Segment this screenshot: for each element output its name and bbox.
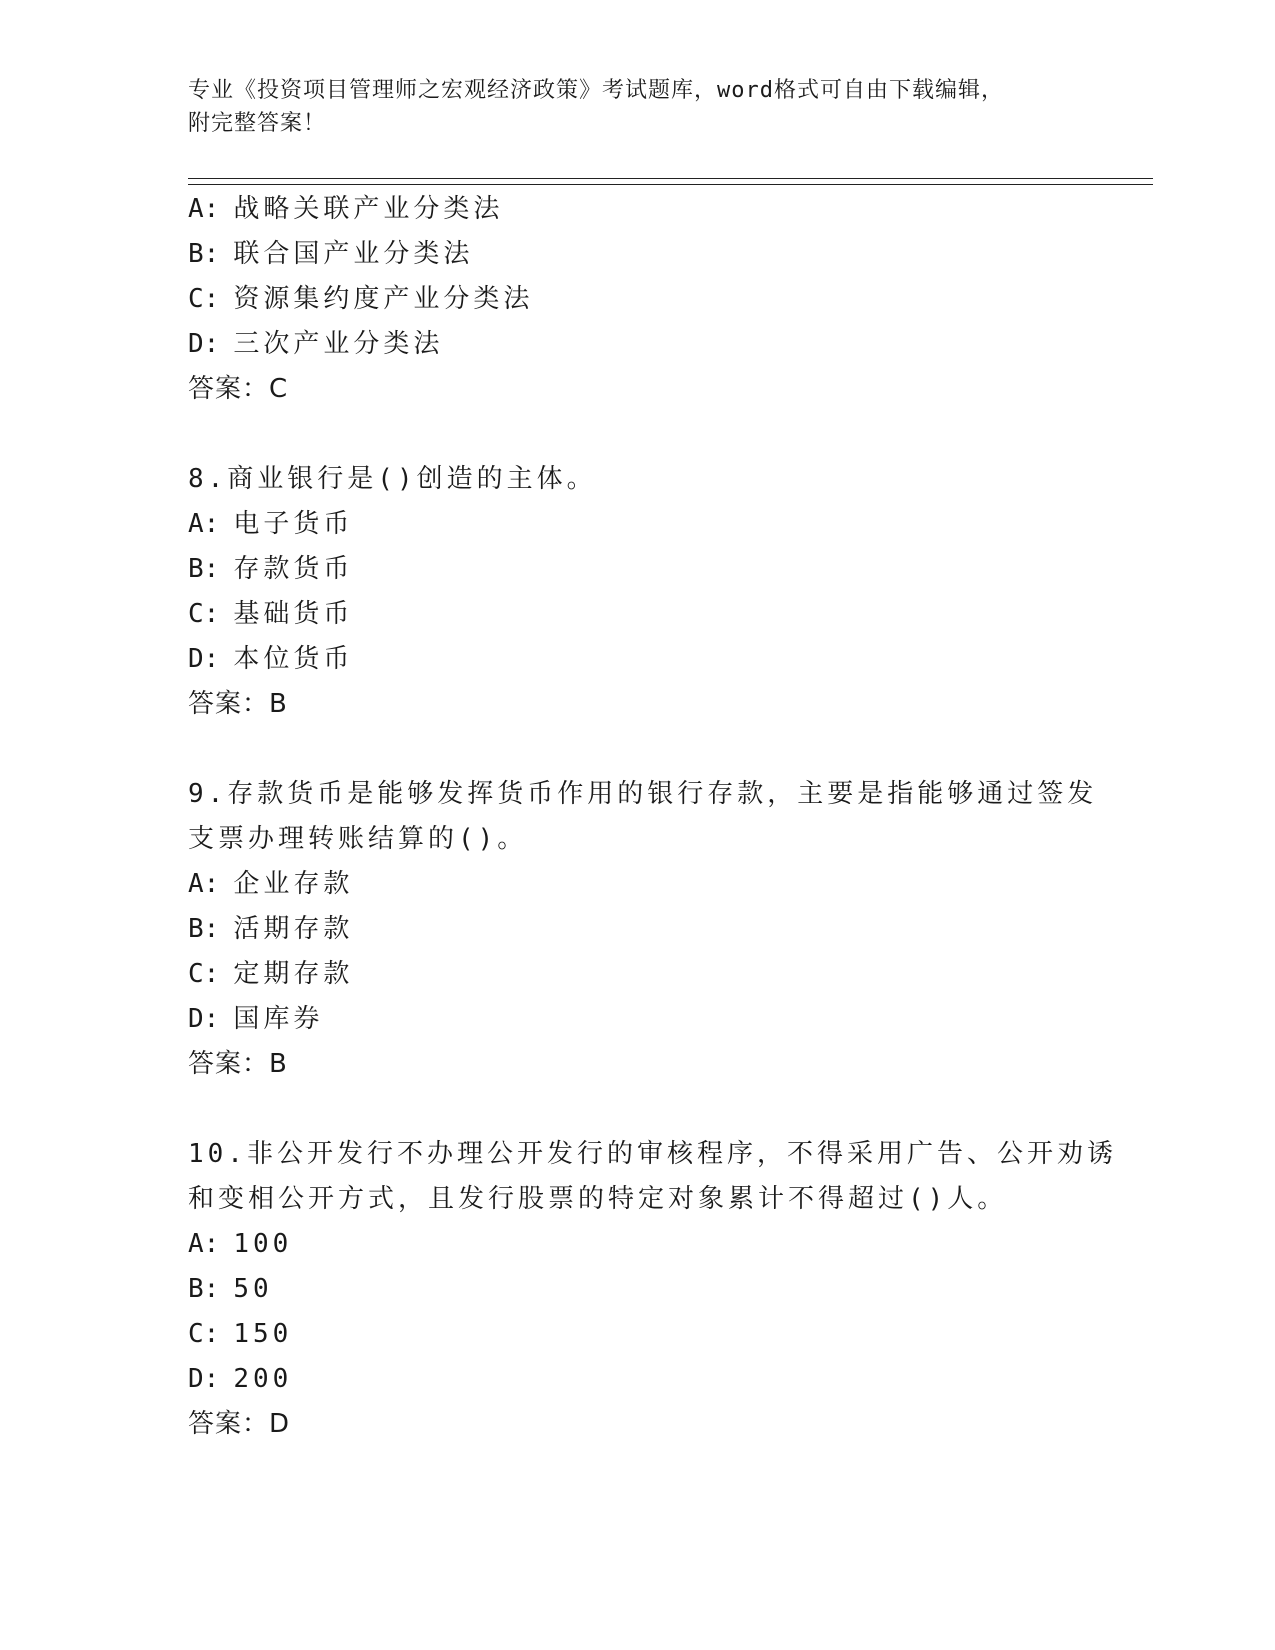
q9-option-a: A: 企业存款 xyxy=(188,869,354,899)
q8-answer: 答案：B xyxy=(188,689,288,719)
q10-option-b: B: 50 xyxy=(188,1274,273,1304)
q10-stem-line-1: 10.非公开发行不办理公开发行的审核程序，不得采用广告、公开劝诱 xyxy=(188,1139,1117,1169)
header-line-1: 专业《投资项目管理师之宏观经济政策》考试题库，word格式可自由下载编辑， xyxy=(188,78,1004,103)
header-divider-bottom xyxy=(188,184,1153,185)
header-divider-top xyxy=(188,178,1153,179)
q9-option-d: D: 国库券 xyxy=(188,1004,324,1034)
q8-option-b: B: 存款货币 xyxy=(188,554,354,584)
q7-option-c: C: 资源集约度产业分类法 xyxy=(188,284,534,314)
header-line-2: 附完整答案！ xyxy=(188,111,327,136)
q10-option-a: A: 100 xyxy=(188,1229,293,1259)
q9-option-b: B: 活期存款 xyxy=(188,914,354,944)
q7-answer: 答案：C xyxy=(188,374,289,404)
q8-option-a: A: 电子货币 xyxy=(188,509,354,539)
q10-answer: 答案：D xyxy=(188,1409,291,1439)
q9-stem-line-1: 9.存款货币是能够发挥货币作用的银行存款，主要是指能够通过签发 xyxy=(188,779,1098,809)
q10-option-c: C: 150 xyxy=(188,1319,293,1349)
q8-option-c: C: 基础货币 xyxy=(188,599,354,629)
q9-answer: 答案：B xyxy=(188,1049,288,1079)
document-header xyxy=(188,74,1088,140)
q10-stem-line-2: 和变相公开方式，且发行股票的特定对象累计不得超过()人。 xyxy=(188,1184,1008,1214)
q8-stem: 8.商业银行是()创造的主体。 xyxy=(188,464,597,494)
q9-option-c: C: 定期存款 xyxy=(188,959,354,989)
q7-option-d: D: 三次产业分类法 xyxy=(188,329,444,359)
q9-stem-line-2: 支票办理转账结算的()。 xyxy=(188,824,528,854)
q7-option-a: A: 战略关联产业分类法 xyxy=(188,194,504,224)
q7-option-b: B: 联合国产业分类法 xyxy=(188,239,474,269)
q8-option-d: D: 本位货币 xyxy=(188,644,354,674)
q10-option-d: D: 200 xyxy=(188,1364,293,1394)
